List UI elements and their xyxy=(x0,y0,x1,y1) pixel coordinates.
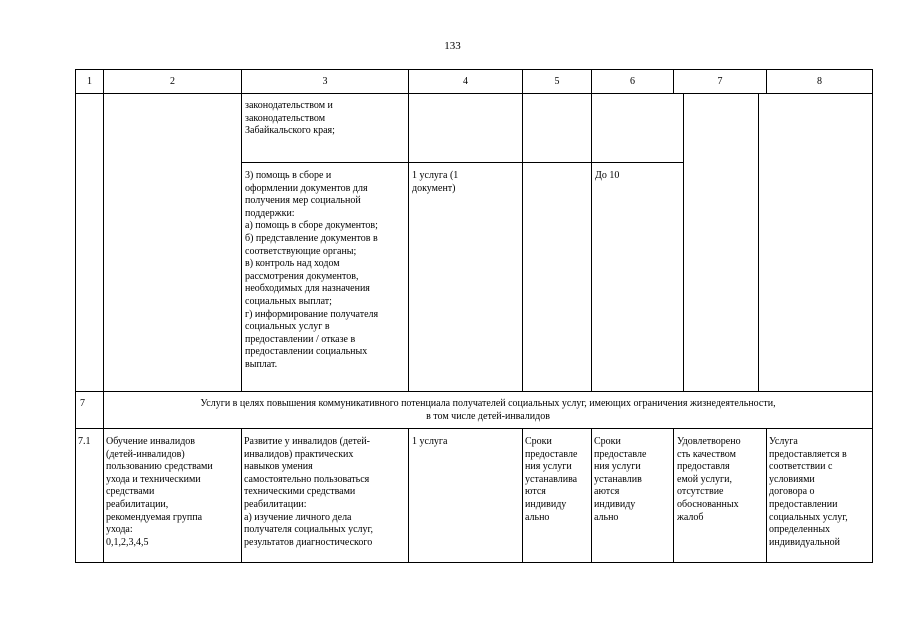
row71-col3-text: Развитие у инвалидов (детей- инвалидов) практических навыков умения самостоятельно пользоваться техническими средствами реабилитации: а) изучение личного дела получателя социальных услуг, результатов диагностического xyxy=(244,436,374,548)
row71-col4-text: 1 услуга xyxy=(412,436,448,447)
page-number: 133 xyxy=(444,40,461,52)
header-col-3: 3 xyxy=(322,76,328,87)
header-col-7: 7 xyxy=(717,76,723,87)
cont-col3-text: законодательством и законодательством Забайкальского края; xyxy=(245,100,335,137)
section7-title: Услуги в целях повышения коммуникативного потенциала получателей социальных услуг, имеющих ограничения жизнедеятельности, в том числе детей-инвалидов xyxy=(200,398,776,422)
header-col-6: 6 xyxy=(630,76,635,87)
row71-col8-text: Услуга предоставляется в соответствии с условиями договора о предоставлении социальных услуг, определенных индивидуальной xyxy=(769,436,848,548)
section7-number: 7 xyxy=(80,398,85,409)
header-col-1: 1 xyxy=(87,76,92,87)
row71-col2-text: Обучение инвалидов (детей-инвалидов) пользованию средствами ухода и техническими средствами реабилитации, рекомендуемая группа ухода: 0,1,2,3,4,5 xyxy=(106,436,213,548)
header-col-5: 5 xyxy=(554,76,560,87)
row71-col5-text: Сроки предоставле ния услуги устанавлива ются индивиду ально xyxy=(525,436,578,523)
row71-col6-text: Сроки предоставле ния услуги устанавлив аются индивиду ально xyxy=(594,436,647,523)
row71-col7-text: Удовлетворено сть качеством предоставля емой услуги, отсутствие обоснованных жалоб xyxy=(677,436,741,523)
header-col-8: 8 xyxy=(817,76,822,87)
item3-col4-text: 1 услуга (1 документ) xyxy=(412,170,459,194)
header-col-2: 2 xyxy=(170,76,175,87)
row71-number: 7.1 xyxy=(78,436,91,447)
item3-col3-text: 3) помощь в сборе и оформлении документов для получения мер социальной поддержки: а) помощь в сборе документов; б) представление документов в соответствующие органы; в) контроль над ходом рассмотрения документов, необходимых для назначения социальных выплат; г) информирование получателя социальных услуг в предоставлении / отказе в предоставлении социальных выплат. xyxy=(245,170,379,370)
item3-col6-text: До 10 xyxy=(595,170,620,181)
header-col-4: 4 xyxy=(463,76,468,87)
